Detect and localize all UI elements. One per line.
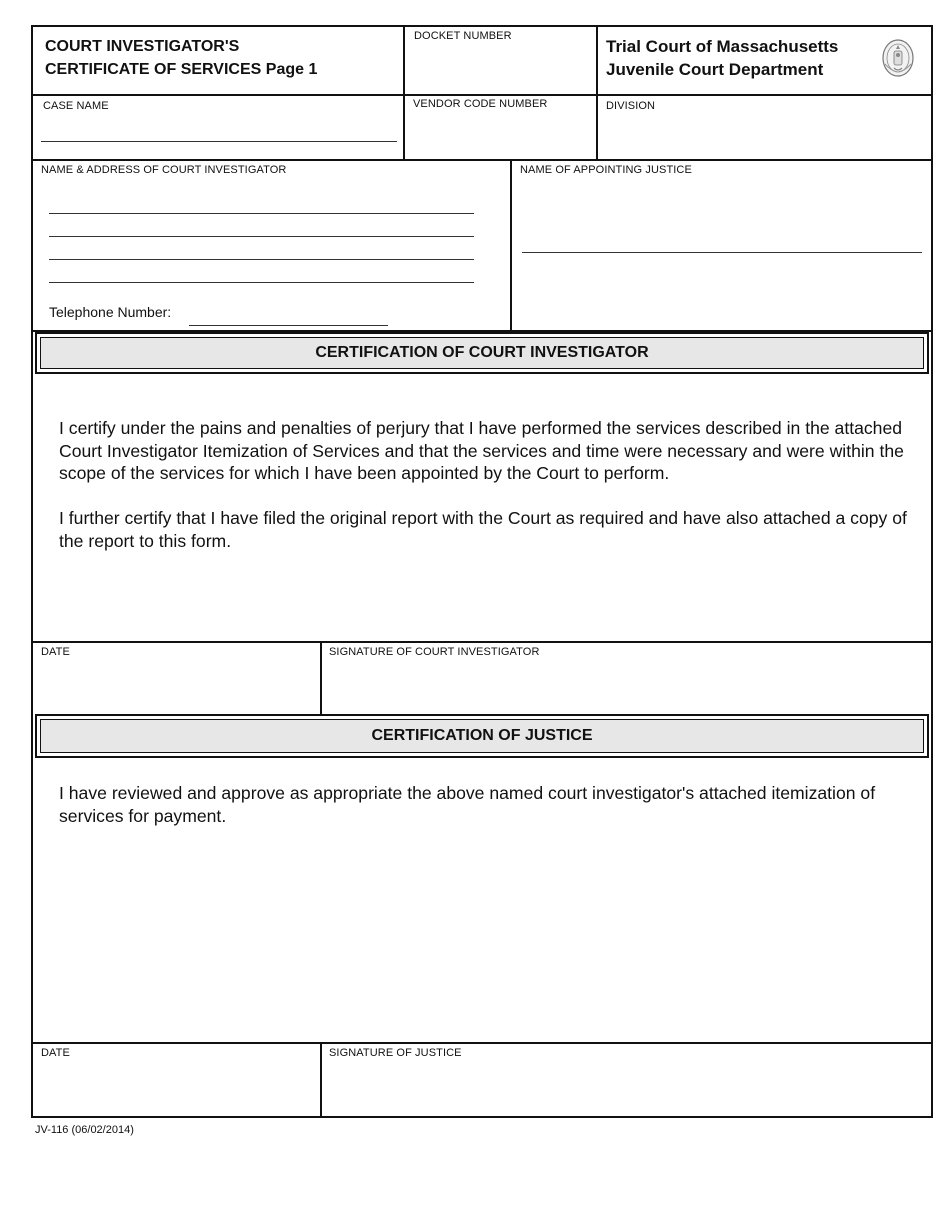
docket-number-label: DOCKET NUMBER [414,30,512,42]
address-line-4 [49,282,474,283]
frame-top-border [31,25,933,27]
justice-date-sig-top-rule [31,1042,933,1044]
frame-right-border [931,25,933,1118]
justice-cert-heading: CERTIFICATION OF JUSTICE [40,719,924,753]
frame-bottom-border [31,1116,933,1118]
row3-divider [510,159,512,332]
telephone-label: Telephone Number: [49,304,172,320]
vendor-code-label: VENDOR CODE NUMBER [413,98,548,110]
row2-bottom-rule [31,159,933,161]
justice-signature-label: SIGNATURE OF JUSTICE [329,1047,462,1059]
court-name [606,35,838,81]
case-name-line [41,141,397,142]
form-title-line2: CERTIFICATE OF SERVICES Page 1 [45,61,318,78]
investigator-date-field[interactable] [33,661,318,712]
investigator-cert-paragraph-2: I further certify that I have filed the original report with the Court as required and have also attached a copy of the report to this form. [59,508,907,551]
case-name-field[interactable] [41,115,397,141]
justice-cert-paragraph: I have reviewed and approve as appropriate the above named court investigator's attached itemization of services for payment. [59,783,876,826]
telephone-line [189,325,388,326]
investigator-date-sig-top-rule [31,641,933,643]
division-label: DIVISION [606,100,656,112]
frame-left-border [31,25,33,1118]
docket-number-field[interactable] [405,46,594,92]
justice-date-label: DATE [41,1047,70,1059]
justice-cert-banner [35,714,929,758]
court-name-line1: Trial Court of Massachusetts [606,37,839,56]
investigator-date-label: DATE [41,646,70,658]
justice-signature-field[interactable] [322,1062,929,1114]
investigator-cert-heading: CERTIFICATION OF COURT INVESTIGATOR [40,337,924,369]
court-name-line2: Juvenile Court Department [606,60,824,79]
form-title-line1: COURT INVESTIGATOR'S [45,38,240,55]
header-bottom-rule [31,94,933,96]
address-line-1 [49,213,474,214]
appointing-justice-label: NAME OF APPOINTING JUSTICE [520,164,692,176]
investigator-signature-field[interactable] [322,661,929,712]
appointing-justice-field[interactable] [522,225,922,251]
appointing-justice-line [522,252,922,253]
address-line-2 [49,236,474,237]
case-name-label: CASE NAME [43,100,109,112]
form-title [45,35,317,81]
investigator-cert-banner [35,332,929,374]
address-line-3 [49,259,474,260]
investigator-signature-label: SIGNATURE OF COURT INVESTIGATOR [329,646,540,658]
vendor-code-field[interactable] [405,113,594,157]
division-field[interactable] [598,115,929,157]
justice-date-field[interactable] [33,1062,318,1114]
massachusetts-seal-icon [881,38,915,78]
telephone-field[interactable] [189,304,388,324]
investigator-name-address-label: NAME & ADDRESS OF COURT INVESTIGATOR [41,164,287,176]
investigator-address-field[interactable] [49,185,474,285]
form-id: JV-116 (06/02/2014) [35,1124,134,1136]
investigator-cert-paragraph-1: I certify under the pains and penalties of perjury that I have performed the services described in the attached Court Investigator Itemization of Services and that the services and time were necessary and were within the scope of the services for which I have been appointed by the Court to perform. [59,418,904,483]
